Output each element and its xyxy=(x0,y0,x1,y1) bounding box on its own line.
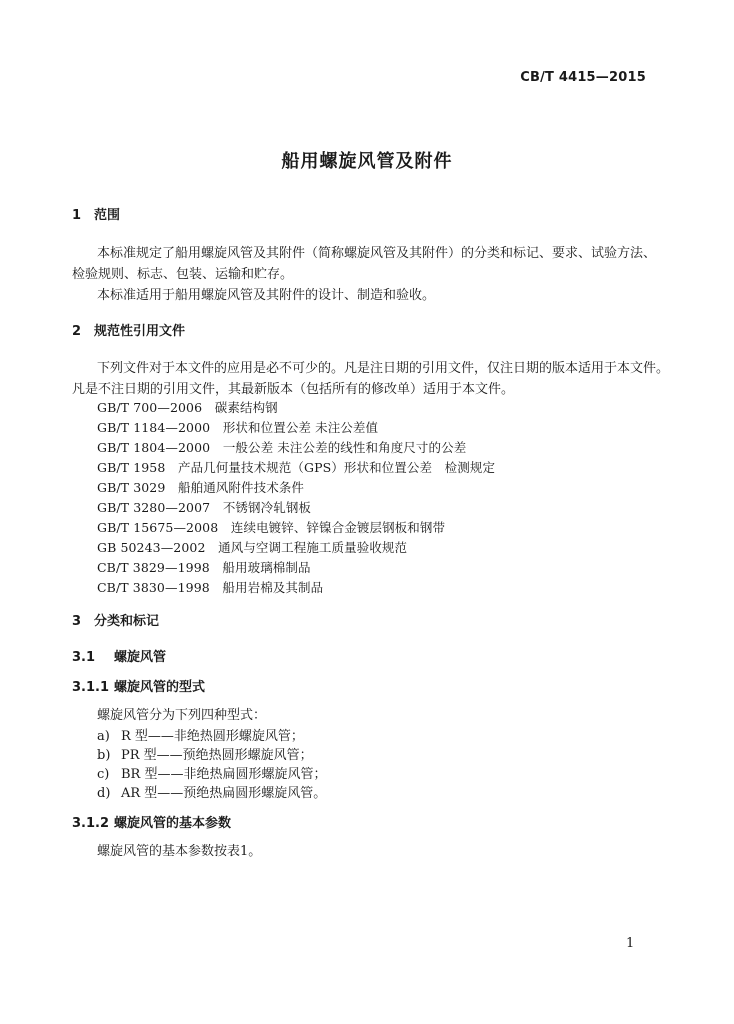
subsection-3-1-heading xyxy=(72,646,166,665)
reference-item: GB/T 1804—2000 一般公差 未注公差的线性和角度尺寸的公差 xyxy=(97,440,467,455)
section-title: 范围 xyxy=(94,208,121,223)
paragraph: 检验规则、标志、包装、运输和贮存。 xyxy=(72,267,294,282)
paragraph: 螺旋风管分为下列四种型式： xyxy=(97,708,267,723)
list-item xyxy=(97,744,313,763)
page-number: 1 xyxy=(626,936,635,951)
subsection-3-1-1-heading xyxy=(72,676,205,695)
page-title: 船用螺旋风管及附件 xyxy=(281,151,453,172)
list-text: PR 型——预绝热圆形螺旋风管； xyxy=(121,748,313,763)
section-1-heading xyxy=(72,204,120,223)
reference-item: GB/T 700—2006 碳素结构钢 xyxy=(97,400,278,415)
section-number: 2 xyxy=(72,324,82,339)
section-number: 1 xyxy=(72,208,82,223)
paragraph: 螺旋风管的基本参数按表1。 xyxy=(97,844,262,859)
subsection-number: 3.1 xyxy=(72,650,96,665)
list-item xyxy=(97,763,326,782)
subsection-number: 3.1.2 xyxy=(72,816,110,831)
list-item xyxy=(97,725,304,744)
paragraph: 本标准规定了船用螺旋风管及其附件（简称螺旋风管及其附件）的分类和标记、要求、试验方法、 xyxy=(97,246,657,261)
paragraph: 凡是不注日期的引用文件，其最新版本（包括所有的修改单）适用于本文件。 xyxy=(72,382,515,397)
paragraph: 本标准适用于船用螺旋风管及其附件的设计、制造和验收。 xyxy=(97,288,436,303)
reference-item: GB/T 1958 产品几何量技术规范（GPS）形状和位置公差 检测规定 xyxy=(97,460,496,475)
reference-item: GB/T 3029 船舶通风附件技术条件 xyxy=(97,480,305,495)
list-text: AR 型——预绝热扁圆形螺旋风管。 xyxy=(121,786,327,801)
list-marker: c) xyxy=(97,767,110,782)
document-code: CB/T 4415—2015 xyxy=(520,70,646,85)
section-title: 分类和标记 xyxy=(94,614,160,629)
list-item xyxy=(97,782,326,801)
reference-item: GB/T 15675—2008 连续电镀锌、锌镍合金镀层钢板和钢带 xyxy=(97,520,446,535)
reference-item: GB/T 3280—2007 不锈钢冷轧钢板 xyxy=(97,500,312,515)
subsection-title: 螺旋风管的基本参数 xyxy=(114,816,232,831)
list-text: R 型——非绝热圆形螺旋风管； xyxy=(121,729,304,744)
list-text: BR 型——非绝热扁圆形螺旋风管； xyxy=(121,767,327,782)
section-3-heading xyxy=(72,610,159,629)
reference-item: CB/T 3830—1998 船用岩棉及其制品 xyxy=(97,580,324,595)
paragraph: 下列文件对于本文件的应用是必不可少的。凡是注日期的引用文件，仅注日期的版本适用于本文件。 xyxy=(97,361,670,376)
list-marker: b) xyxy=(97,748,111,763)
list-marker: a) xyxy=(97,729,110,744)
reference-item: CB/T 3829—1998 船用玻璃棉制品 xyxy=(97,560,311,575)
section-number: 3 xyxy=(72,614,82,629)
subsection-title: 螺旋风管的型式 xyxy=(114,680,206,695)
section-title: 规范性引用文件 xyxy=(94,324,186,339)
subsection-title: 螺旋风管 xyxy=(114,650,167,665)
reference-item: GB 50243—2002 通风与空调工程施工质量验收规范 xyxy=(97,540,408,555)
subsection-3-1-2-heading xyxy=(72,812,231,831)
list-marker: d) xyxy=(97,786,111,801)
reference-item: GB/T 1184—2000 形状和位置公差 未注公差值 xyxy=(97,420,379,435)
section-2-heading xyxy=(72,320,185,339)
subsection-number: 3.1.1 xyxy=(72,680,110,695)
